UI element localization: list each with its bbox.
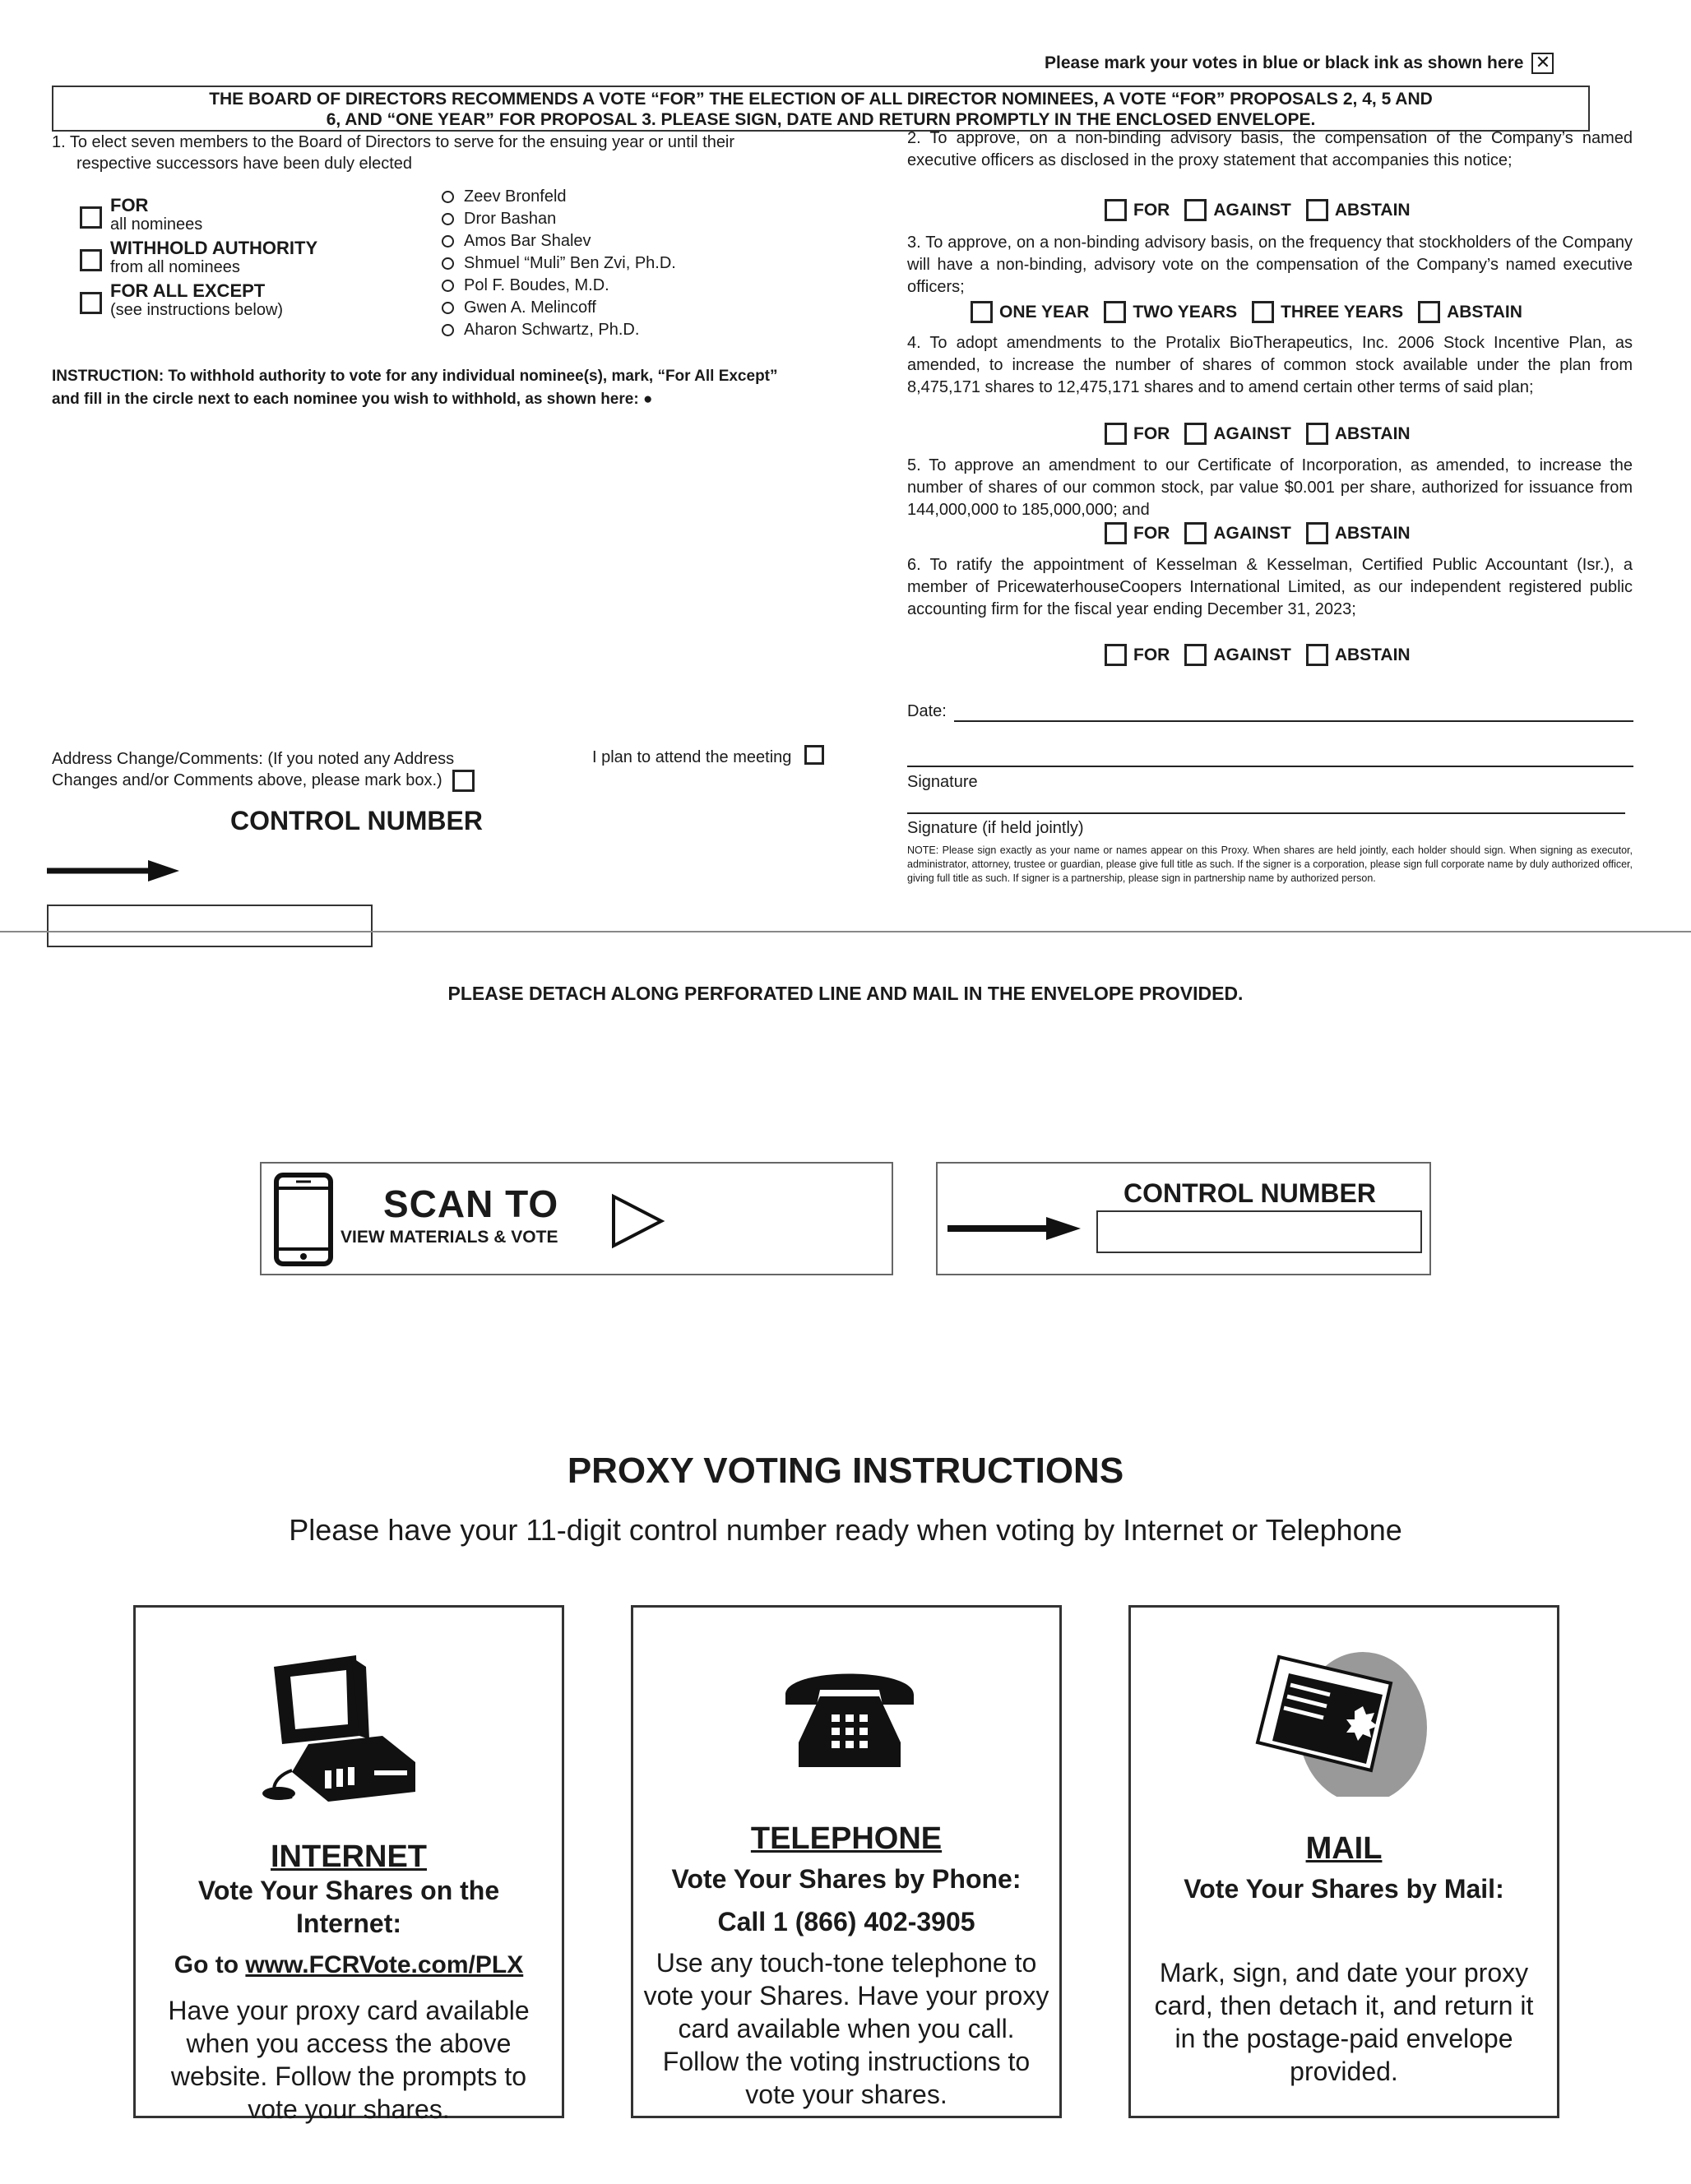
- arrow-right-icon: [45, 858, 181, 884]
- nominee-item[interactable]: [442, 186, 676, 208]
- proposal3-one-year-checkbox[interactable]: [971, 301, 993, 323]
- scan-to-sub: VIEW MATERIALS & VOTE: [341, 1228, 558, 1247]
- one-year-label: ONE YEAR: [999, 302, 1090, 322]
- nominee-name: Dror Bashan: [464, 210, 557, 228]
- telephone-heading: TELEPHONE: [750, 1821, 943, 1856]
- scan-to-title: SCAN TO: [383, 1182, 559, 1225]
- proposal2-text: 2. To approve, on a non-binding advisory basis, the compensation of the Company’s named executive officers as disclosed in the proxy statement that accompanies this notice;: [907, 129, 1633, 169]
- proposal3-vote-row: [971, 301, 1537, 323]
- abstain-label: ABSTAIN: [1447, 302, 1522, 322]
- proposal5-vote-row: [1105, 522, 1425, 544]
- control-number-field[interactable]: [47, 905, 373, 947]
- nominee-circle[interactable]: [442, 257, 454, 270]
- proposal4-vote-row: [1105, 423, 1425, 445]
- nominee-item[interactable]: [442, 297, 676, 319]
- nominee-circle[interactable]: [442, 280, 454, 292]
- proposal6-vote-row: [1105, 644, 1425, 666]
- proposal3-abstain-checkbox[interactable]: [1418, 301, 1440, 323]
- internet-goto-prefix: Go to: [174, 1951, 246, 1978]
- attend-checkbox[interactable]: [804, 745, 824, 765]
- attend-meeting: [592, 747, 824, 768]
- address-change-line1: Address Change/Comments: (If you noted any Address: [52, 750, 455, 768]
- withhold-instruction-line2: and fill in the circle next to each nominee you wish to withhold, as shown here:: [52, 391, 639, 408]
- control-number-label: CONTROL NUMBER: [230, 806, 483, 835]
- proposal1-options: [80, 196, 317, 324]
- nominee-item[interactable]: [442, 252, 676, 275]
- example-x-mark-icon: ✕: [1531, 53, 1554, 74]
- option-for-all-except[interactable]: [80, 281, 317, 324]
- nominee-name: Shmuel “Muli” Ben Zvi, Ph.D.: [464, 254, 676, 272]
- proposal6-against-checkbox[interactable]: [1184, 644, 1207, 666]
- address-change-line2: Changes and/or Comments above, please mark box.): [52, 771, 442, 789]
- option-withhold-all[interactable]: [80, 238, 317, 281]
- for-label: FOR: [1133, 423, 1170, 443]
- internet-url-link[interactable]: www.FCRVote.com/PLX: [245, 1951, 524, 1978]
- proposal6-abstain-checkbox[interactable]: [1306, 644, 1328, 666]
- nominee-circle[interactable]: [442, 213, 454, 225]
- nominee-circle[interactable]: [442, 235, 454, 248]
- board-recommendation-box: [52, 86, 1590, 132]
- proposal1-text: [52, 132, 874, 174]
- abstain-label: ABSTAIN: [1334, 523, 1411, 543]
- scan-to-box[interactable]: [260, 1162, 893, 1275]
- against-label: AGAINST: [1213, 523, 1291, 543]
- internet-goto: [136, 1951, 562, 1979]
- arrow-right-icon: [946, 1215, 1082, 1242]
- three-years-label: THREE YEARS: [1281, 302, 1404, 322]
- proposal1-line1: 1. To elect seven members to the Board of Directors to serve for the ensuing year or until their: [52, 133, 735, 151]
- signature-label: Signature: [907, 773, 978, 791]
- joint-signature-label: Signature (if held jointly): [907, 819, 1084, 837]
- nominee-item[interactable]: [442, 230, 676, 252]
- internet-body: Have your proxy card available when you access the above website. Follow the prompts to vote your shares.: [168, 1996, 530, 2124]
- checkbox-withhold-all[interactable]: [80, 249, 102, 271]
- proposal3-three-years-checkbox[interactable]: [1252, 301, 1274, 323]
- detach-notice: PLEASE DETACH ALONG PERFORATED LINE AND MAIL IN THE ENVELOPE PROVIDED.: [447, 983, 1244, 1004]
- perforated-line: [0, 931, 1691, 932]
- proposal3-text: 3. To approve, on a non-binding advisory basis, on the frequency that stockholders of the Company will have a non-binding, advisory vote on the compensation of the Company’s named executive officers;: [907, 234, 1633, 296]
- telephone-body: Use any touch-tone telephone to vote your Shares. Have your proxy card available when you call. Follow the voting instructions to vote your shares.: [643, 1948, 1049, 2109]
- proposal1-line2: respective successors have been duly elected: [76, 155, 413, 173]
- proxy-voting-title: PROXY VOTING INSTRUCTIONS: [567, 1451, 1124, 1491]
- against-label: AGAINST: [1213, 423, 1291, 443]
- proposal5-text: 5. To approve an amendment to our Certificate of Incorporation, as amended, to increase the number of shares of our common stock, par value $0.001 per share, authorized for issuance from 144,000,000 to 185,000,000; and: [907, 456, 1633, 519]
- checkbox-for-all[interactable]: [80, 206, 102, 229]
- for-label: FOR: [1133, 645, 1170, 664]
- option-for-all-title: FOR: [110, 195, 149, 215]
- abstain-label: ABSTAIN: [1334, 423, 1411, 443]
- nominee-item[interactable]: [442, 319, 676, 341]
- play-triangle-icon: [610, 1193, 666, 1249]
- mail-body: Mark, sign, and date your proxy card, then detach it, and return it in the postage-paid envelope provided.: [1154, 1958, 1534, 2086]
- against-label: AGAINST: [1213, 200, 1291, 220]
- nominee-circle[interactable]: [442, 191, 454, 203]
- control-number-field-2[interactable]: [1096, 1210, 1422, 1253]
- filled-circle-example-icon: ●: [642, 391, 653, 408]
- internet-sub: Vote Your Shares on the Internet:: [197, 1876, 500, 1938]
- nominee-item[interactable]: [442, 208, 676, 230]
- nominee-circle[interactable]: [442, 324, 454, 336]
- signature-line[interactable]: [907, 766, 1633, 767]
- option-withhold-sub: from all nominees: [110, 258, 240, 276]
- abstain-label: ABSTAIN: [1334, 200, 1411, 220]
- nominee-name: Pol F. Boudes, M.D.: [464, 276, 609, 294]
- nominee-name: Amos Bar Shalev: [464, 232, 591, 250]
- nominee-name: Aharon Schwartz, Ph.D.: [464, 321, 640, 339]
- option-for-all-sub: all nominees: [110, 215, 203, 234]
- board-recommendation-line1: THE BOARD OF DIRECTORS RECOMMENDS A VOTE “FOR” THE ELECTION OF ALL DIRECTOR NOMINEES, A VOTE “FOR” PROPOSALS 2, 4, 5 AND: [209, 90, 1433, 109]
- ink-instructions: [1045, 53, 1554, 74]
- smartphone-icon: [273, 1172, 334, 1267]
- for-label: FOR: [1133, 200, 1170, 220]
- for-label: FOR: [1133, 523, 1170, 543]
- proposal6-text: 6. To ratify the appointment of Kesselman & Kesselman, Certified Public Accountant (Isr.), a member of PricewaterhouseCoopers International Limited, as our independent registered public accounting firm for the fiscal year ending December 31, 2023;: [907, 556, 1633, 618]
- computer-icon: [259, 1647, 448, 1812]
- option-except-sub: (see instructions below): [110, 301, 284, 319]
- option-for-all[interactable]: [80, 196, 317, 238]
- control-number-box-2: [936, 1162, 1431, 1275]
- abstain-label: ABSTAIN: [1334, 645, 1411, 664]
- against-label: AGAINST: [1213, 645, 1291, 664]
- proposal5-abstain-checkbox[interactable]: [1306, 522, 1328, 544]
- proposal2-abstain-checkbox[interactable]: [1306, 199, 1328, 221]
- nominee-circle[interactable]: [442, 302, 454, 314]
- date-label: Date:: [907, 702, 947, 720]
- proposal4-abstain-checkbox[interactable]: [1306, 423, 1328, 445]
- proposal4-for-checkbox[interactable]: [1105, 423, 1127, 445]
- mail-panel: [1128, 1605, 1559, 2118]
- internet-panel: [133, 1605, 564, 2124]
- address-change-checkbox[interactable]: [452, 770, 475, 792]
- proposal6-for-checkbox[interactable]: [1105, 644, 1127, 666]
- proxy-voting-subtitle: Please have your 11-digit control number ready when voting by Internet or Telephone: [289, 1513, 1402, 1547]
- two-years-label: TWO YEARS: [1133, 302, 1238, 322]
- address-change: [52, 749, 475, 792]
- board-recommendation-line2: 6, AND “ONE YEAR” FOR PROPOSAL 3. PLEASE SIGN, DATE AND RETURN PROMPTLY IN THE ENCLOSED ENVELOPE.: [326, 110, 1316, 129]
- internet-heading: INTERNET: [271, 1839, 427, 1874]
- proposal2-for-checkbox[interactable]: [1105, 199, 1127, 221]
- checkbox-for-all-except[interactable]: [80, 292, 102, 314]
- option-except-title: FOR ALL EXCEPT: [110, 280, 266, 301]
- ink-instructions-text: Please mark your votes in blue or black ink as shown here: [1045, 53, 1524, 72]
- proposal4-against-checkbox[interactable]: [1184, 423, 1207, 445]
- telephone-call: Call 1 (866) 402-3905: [717, 1907, 975, 1936]
- withhold-instruction: [52, 365, 778, 411]
- signature-note: NOTE: Please sign exactly as your name or names appear on this Proxy. When shares are held jointly, each holder should sign. When signing as executor, administrator, attorney, trustee or guardian, please give full title as such. If the signer is a corporation, please sign full corporate name by duly authorized officer, giving full title as such. If signer is a partnership, please sign in partnership name by authorized person.: [907, 844, 1633, 884]
- proposal2-vote-row: [1105, 199, 1425, 221]
- nominee-name: Zeev Bronfeld: [464, 187, 567, 206]
- option-withhold-title: WITHHOLD AUTHORITY: [110, 238, 318, 258]
- telephone-panel: [631, 1605, 1062, 2118]
- mail-envelope-icon: [1251, 1632, 1432, 1797]
- proposal5-for-checkbox[interactable]: [1105, 522, 1127, 544]
- nominee-name: Gwen A. Melincoff: [464, 298, 596, 317]
- control-number-label-2: CONTROL NUMBER: [1123, 1178, 1376, 1208]
- mail-sub: Vote Your Shares by Mail:: [1184, 1874, 1504, 1904]
- telephone-sub: Vote Your Shares by Phone:: [671, 1864, 1022, 1894]
- proposal5-against-checkbox[interactable]: [1184, 522, 1207, 544]
- telephone-icon: [777, 1657, 922, 1772]
- proposal2-against-checkbox[interactable]: [1184, 199, 1207, 221]
- joint-signature-line[interactable]: [907, 812, 1625, 814]
- proposal4-text: 4. To adopt amendments to the Protalix BioTherapeutics, Inc. 2006 Stock Incentive Plan, as amended, to increase the number of shares of common stock available under the plan from 8,475,171 shares to 12,475,171 shares and to amend certain other terms of said plan;: [907, 334, 1633, 396]
- nominee-item[interactable]: [442, 275, 676, 297]
- attend-label: I plan to attend the meeting: [592, 748, 792, 766]
- withhold-instruction-line1: INSTRUCTION: To withhold authority to vote for any individual nominee(s), mark, “For All Except”: [52, 368, 778, 385]
- nominee-list: [442, 186, 676, 341]
- mail-heading: MAIL: [1305, 1831, 1383, 1866]
- date-line[interactable]: [954, 720, 1633, 722]
- proposal3-two-years-checkbox[interactable]: [1104, 301, 1126, 323]
